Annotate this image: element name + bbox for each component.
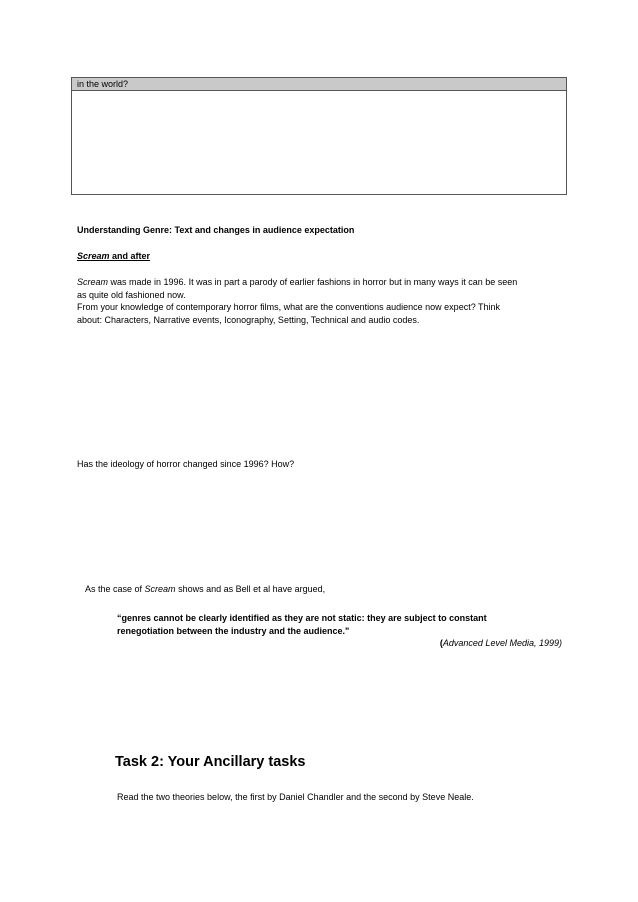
paragraph-film-title: Scream	[77, 277, 109, 287]
paragraph-line-3: From your knowledge of contemporary horror films, what are the conventions audience now expect? Think	[77, 302, 501, 312]
ideology-question: Has the ideology of horror changed since 1996? How?	[77, 459, 295, 469]
paragraph-line-2: as quite old fashioned now.	[77, 289, 186, 300]
quote-line-1: “genres cannot be clearly identified as they are not static: they are subject to constant	[117, 613, 487, 623]
quote-line-2: renegotiation between the industry and the audience."	[117, 625, 350, 636]
paragraph-line-1: was made in 1996. It was in part a parody of earlier fashions in horror but in many ways it can be seen	[108, 277, 518, 287]
paragraph-line-4: about: Characters, Narrative events, Iconography, Setting, Technical and audio codes.	[77, 314, 420, 325]
section-heading: Understanding Genre: Text and changes in audience expectation	[77, 225, 355, 235]
answer-box[interactable]	[71, 77, 567, 195]
answer-box-header: in the world?	[72, 78, 566, 91]
case-post: shows and as Bell et al have argued,	[175, 584, 326, 594]
task-title: Task 2: Your Ancillary tasks	[115, 754, 306, 770]
quote-citation	[430, 637, 562, 650]
task-instruction: Read the two theories below, the first by Daniel Chandler and the second by Steve Neale.	[117, 792, 474, 802]
citation-paren: (	[439, 638, 443, 648]
citation-text: Advanced Level Media, 1999)	[442, 638, 562, 648]
scream-paragraph	[77, 276, 567, 326]
case-film-title: Scream	[144, 584, 176, 594]
subheading-scream	[77, 250, 150, 263]
case-intro	[85, 583, 325, 596]
subheading-film-title: Scream	[77, 251, 110, 261]
genre-quote	[117, 612, 567, 637]
subheading-rest: and after	[109, 251, 151, 261]
case-pre: As the case of	[85, 584, 145, 594]
